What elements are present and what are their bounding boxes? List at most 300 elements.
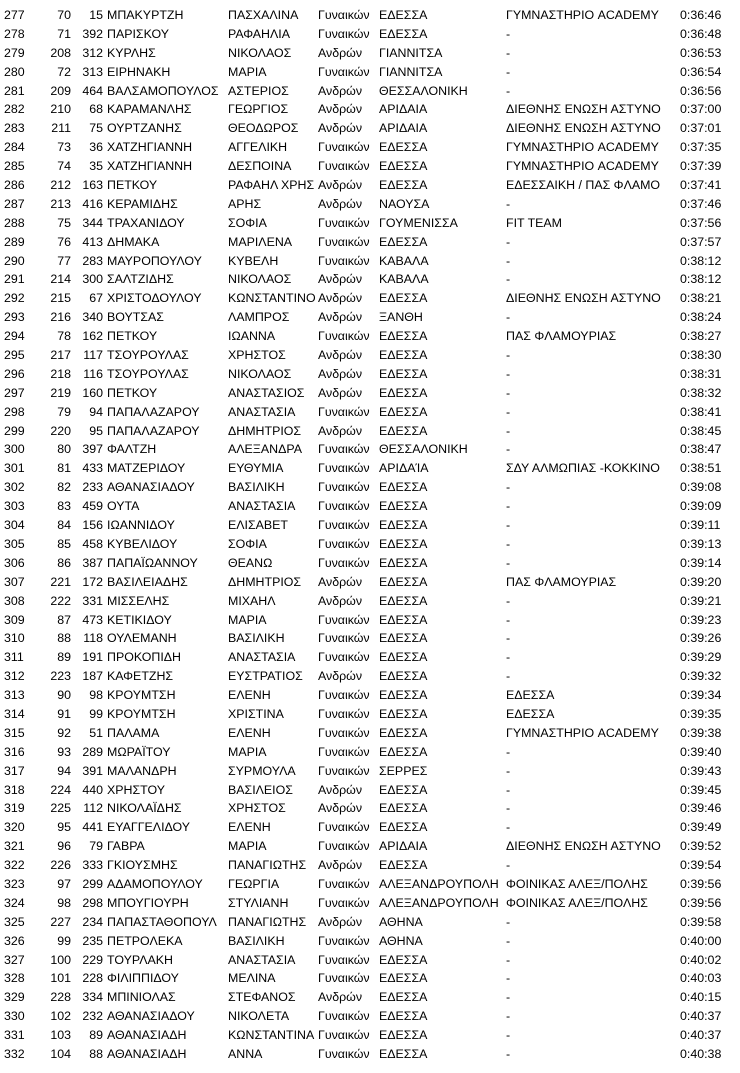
- surname-cell: ΣΑΛΤΖΙΔΗΣ: [107, 272, 174, 287]
- category-position-cell: 92: [57, 725, 71, 740]
- bib-number-cell: 433: [82, 461, 103, 476]
- surname-cell: ΚΑΡΑΜΑΝΛΗΣ: [107, 102, 192, 117]
- city-cell: ΑΡΙΔΑΙΑ: [379, 102, 428, 117]
- table-row: [0, 913, 740, 932]
- city-cell: ΕΔΕΣΣΑ: [379, 650, 428, 665]
- table-row: [0, 516, 740, 535]
- overall-position-cell: 277: [4, 8, 25, 22]
- club-cell: -: [506, 83, 511, 98]
- surname-cell: ΠΑΡΙΣΚΟΥ: [107, 26, 169, 41]
- category-position-cell: 101: [50, 971, 71, 986]
- city-cell: ΑΛΕΞΑΝΔΡΟΥΠΟΛΗ: [379, 895, 499, 910]
- table-row: [0, 894, 740, 913]
- bib-number-cell: 88: [89, 1046, 103, 1061]
- first-name-cell: ΑΝΑΣΤΑΣΙΑ: [228, 499, 296, 514]
- gender-category-cell: Γυναικών: [318, 952, 370, 967]
- category-position-cell: 73: [57, 140, 71, 155]
- bib-number-cell: 163: [82, 178, 103, 193]
- city-cell: ΕΔΕΣΣΑ: [379, 234, 428, 249]
- bib-number-cell: 94: [89, 404, 103, 419]
- table-row: [0, 157, 740, 176]
- overall-position-cell: 307: [4, 574, 25, 589]
- first-name-cell: ΧΡΗΣΤΟΣ: [228, 801, 286, 816]
- overall-position-cell: 314: [4, 706, 25, 721]
- bib-number-cell: 459: [82, 499, 103, 514]
- finish-time-cell: 0:40:02: [680, 952, 722, 967]
- table-row: [0, 667, 740, 686]
- first-name-cell: ΡΑΦΑΗΛ ΧΡΗΣ: [228, 178, 315, 193]
- bib-number-cell: 95: [89, 423, 103, 438]
- first-name-cell: ΜΑΡΙΑ: [228, 839, 267, 854]
- finish-time-cell: 0:37:35: [680, 140, 722, 155]
- city-cell: ΘΕΣΣΑΛΟΝΙΚΗ: [379, 442, 468, 457]
- surname-cell: ΚΕΤΙΚΙΔΟΥ: [107, 612, 172, 627]
- gender-category-cell: Ανδρών: [318, 102, 363, 117]
- finish-time-cell: 0:39:26: [680, 631, 722, 646]
- first-name-cell: ΛΑΜΠΡΟΣ: [228, 310, 290, 325]
- overall-position-cell: 285: [4, 159, 25, 174]
- finish-time-cell: 0:37:41: [680, 178, 722, 193]
- overall-position-cell: 309: [4, 612, 25, 627]
- gender-category-cell: Γυναικών: [318, 480, 370, 495]
- first-name-cell: ΜΕΛΙΝΑ: [228, 971, 276, 986]
- overall-position-cell: 281: [4, 83, 25, 98]
- finish-time-cell: 0:38:12: [680, 253, 722, 268]
- club-cell: ΠΑΣ ΦΛΑΜΟΥΡΙΑΣ: [506, 574, 617, 589]
- gender-category-cell: Ανδρών: [318, 348, 363, 363]
- club-cell: -: [506, 593, 511, 608]
- bib-number-cell: 15: [89, 8, 103, 22]
- bib-number-cell: 413: [82, 234, 103, 249]
- gender-category-cell: Ανδρών: [318, 272, 363, 287]
- bib-number-cell: 98: [89, 688, 103, 703]
- club-cell: ΔΙΕΘΝΗΣ ΕΝΩΣΗ ΑΣΤΥΝΟ: [506, 291, 661, 306]
- first-name-cell: ΘΕΟΔΩΡΟΣ: [228, 121, 299, 136]
- bib-number-cell: 312: [82, 45, 103, 60]
- city-cell: ΕΔΕΣΣΑ: [379, 26, 428, 41]
- gender-category-cell: Γυναικών: [318, 159, 370, 174]
- category-position-cell: 228: [50, 990, 71, 1005]
- gender-category-cell: Γυναικών: [318, 555, 370, 570]
- first-name-cell: ΜΑΡΙΑ: [228, 744, 267, 759]
- gender-category-cell: Γυναικών: [318, 234, 370, 249]
- bib-number-cell: 162: [82, 329, 103, 344]
- city-cell: ΕΔΕΣΣΑ: [379, 1028, 428, 1043]
- club-cell: -: [506, 404, 511, 419]
- first-name-cell: ΧΡΗΣΤΟΣ: [228, 348, 286, 363]
- first-name-cell: ΝΙΚΟΛΕΤΑ: [228, 1009, 290, 1024]
- finish-time-cell: 0:39:56: [680, 876, 722, 891]
- finish-time-cell: 0:38:12: [680, 272, 722, 287]
- category-position-cell: 223: [50, 669, 71, 684]
- bib-number-cell: 117: [83, 348, 103, 363]
- results-table: [0, 6, 740, 1064]
- overall-position-cell: 324: [4, 895, 25, 910]
- surname-cell: ΟΥΛΕΜΑΝΗ: [107, 631, 177, 646]
- finish-time-cell: 0:38:21: [680, 291, 722, 306]
- bib-number-cell: 89: [89, 1028, 103, 1043]
- finish-time-cell: 0:39:11: [680, 518, 721, 533]
- first-name-cell: ΝΙΚΟΛΑΟΣ: [228, 45, 292, 60]
- overall-position-cell: 310: [4, 631, 25, 646]
- club-cell: -: [506, 26, 511, 41]
- table-row: [0, 270, 740, 289]
- table-row: [0, 875, 740, 894]
- category-position-cell: 103: [50, 1028, 71, 1043]
- table-row: [0, 1026, 740, 1045]
- club-cell: -: [506, 499, 511, 514]
- category-position-cell: 209: [50, 83, 71, 98]
- category-position-cell: 98: [57, 895, 71, 910]
- first-name-cell: ΑΣΤΕΡΙΟΣ: [228, 83, 289, 98]
- bib-number-cell: 344: [82, 215, 103, 230]
- overall-position-cell: 293: [4, 310, 25, 325]
- table-row: [0, 478, 740, 497]
- table-row: [0, 856, 740, 875]
- city-cell: ΕΔΕΣΣΑ: [379, 801, 428, 816]
- surname-cell: ΠΕΤΚΟΥ: [107, 178, 158, 193]
- surname-cell: ΠΑΠΑΛΑΖΑΡΟΥ: [107, 404, 200, 419]
- gender-category-cell: Γυναικών: [318, 1046, 370, 1061]
- category-position-cell: 100: [50, 952, 71, 967]
- city-cell: ΓΙΑΝΝΙΤΣΑ: [379, 64, 443, 79]
- table-row: [0, 25, 740, 44]
- city-cell: ΕΔΕΣΣΑ: [379, 140, 428, 155]
- bib-number-cell: 75: [89, 121, 103, 136]
- category-position-cell: 96: [57, 839, 71, 854]
- gender-category-cell: Γυναικών: [318, 404, 370, 419]
- overall-position-cell: 301: [4, 461, 25, 476]
- surname-cell: ΟΥΡΤΖΑΝΗΣ: [107, 121, 182, 136]
- city-cell: ΕΔΕΣΣΑ: [379, 820, 428, 835]
- first-name-cell: ΜΑΡΙΑ: [228, 612, 267, 627]
- bib-number-cell: 334: [82, 990, 103, 1005]
- surname-cell: ΧΑΤΖΗΓΙΑΝΝΗ: [107, 159, 193, 174]
- gender-category-cell: Γυναικών: [318, 536, 370, 551]
- table-row: [0, 497, 740, 516]
- bib-number-cell: 289: [82, 744, 103, 759]
- category-position-cell: 210: [50, 102, 71, 117]
- gender-category-cell: Ανδρών: [318, 291, 363, 306]
- surname-cell: ΒΑΛΣΑΜΟΠΟΥΛΟΣ: [107, 83, 219, 98]
- gender-category-cell: Ανδρών: [318, 914, 363, 929]
- table-row: [0, 969, 740, 988]
- finish-time-cell: 0:39:45: [680, 782, 722, 797]
- overall-position-cell: 297: [4, 385, 25, 400]
- surname-cell: ΚΥΒΕΛΙΔΟΥ: [107, 536, 178, 551]
- bib-number-cell: 313: [82, 64, 103, 79]
- city-cell: ΕΔΕΣΣΑ: [379, 782, 428, 797]
- first-name-cell: ΜΙΧΑΗΛ: [228, 593, 276, 608]
- gender-category-cell: Ανδρών: [318, 669, 363, 684]
- first-name-cell: ΑΝΑΣΤΑΣΙΑ: [228, 404, 296, 419]
- bib-number-cell: 473: [82, 612, 103, 627]
- club-cell: -: [506, 366, 511, 381]
- category-position-cell: 215: [50, 291, 71, 306]
- first-name-cell: ΑΡΗΣ: [228, 196, 262, 211]
- category-position-cell: 91: [57, 706, 71, 721]
- category-position-cell: 94: [57, 763, 71, 778]
- finish-time-cell: 0:39:52: [680, 839, 722, 854]
- finish-time-cell: 0:38:41: [680, 404, 722, 419]
- city-cell: ΕΔΕΣΣΑ: [379, 706, 428, 721]
- overall-position-cell: 321: [4, 839, 25, 854]
- club-cell: ΦΟΙΝΙΚΑΣ ΑΛΕΞ/ΠΟΛΗΣ: [506, 895, 648, 910]
- gender-category-cell: Ανδρών: [318, 385, 363, 400]
- surname-cell: ΧΡΗΣΤΟΥ: [107, 782, 165, 797]
- gender-category-cell: Ανδρών: [318, 423, 363, 438]
- city-cell: ΕΔΕΣΣΑ: [379, 8, 428, 22]
- finish-time-cell: 0:39:08: [680, 480, 722, 495]
- bib-number-cell: 387: [82, 555, 103, 570]
- club-cell: -: [506, 536, 511, 551]
- category-position-cell: 95: [57, 820, 71, 835]
- finish-time-cell: 0:39:20: [680, 574, 722, 589]
- finish-time-cell: 0:37:57: [680, 234, 722, 249]
- surname-cell: ΝΙΚΟΛΑΪΔΗΣ: [107, 801, 182, 816]
- surname-cell: ΑΘΑΝΑΣΙΑΔΟΥ: [107, 480, 195, 495]
- finish-time-cell: 0:37:39: [680, 159, 722, 174]
- gender-category-cell: Γυναικών: [318, 650, 370, 665]
- category-position-cell: 208: [50, 45, 71, 60]
- first-name-cell: ΚΩΝΣΤΑΝΤΙΝΟ: [228, 291, 316, 306]
- finish-time-cell: 0:39:40: [680, 744, 722, 759]
- club-cell: -: [506, 1046, 511, 1061]
- overall-position-cell: 316: [4, 744, 25, 759]
- table-row: [0, 308, 740, 327]
- category-position-cell: 84: [57, 518, 71, 533]
- table-row: [0, 554, 740, 573]
- gender-category-cell: Γυναικών: [318, 706, 370, 721]
- overall-position-cell: 291: [4, 272, 25, 287]
- finish-time-cell: 0:36:56: [680, 83, 722, 98]
- club-cell: FIT TEAM: [506, 215, 562, 230]
- category-position-cell: 85: [57, 536, 71, 551]
- finish-time-cell: 0:38:24: [680, 310, 722, 325]
- finish-time-cell: 0:38:31: [680, 366, 722, 381]
- category-position-cell: 87: [57, 612, 71, 627]
- table-row: [0, 195, 740, 214]
- category-position-cell: 227: [50, 914, 71, 929]
- category-position-cell: 76: [57, 234, 71, 249]
- surname-cell: ΜΠΑΚΥΡΤΖΗ: [107, 8, 184, 22]
- overall-position-cell: 331: [4, 1028, 25, 1043]
- overall-position-cell: 317: [4, 763, 25, 778]
- overall-position-cell: 292: [4, 291, 25, 306]
- table-row: [0, 100, 740, 119]
- category-position-cell: 217: [50, 348, 71, 363]
- bib-number-cell: 36: [89, 140, 103, 155]
- surname-cell: ΤΟΥΡΛΑΚΗ: [107, 952, 173, 967]
- club-cell: -: [506, 858, 511, 873]
- surname-cell: ΑΘΑΝΑΣΙΑΔΟΥ: [107, 1009, 195, 1024]
- table-row: [0, 289, 740, 308]
- finish-time-cell: 0:38:51: [680, 461, 722, 476]
- table-row: [0, 705, 740, 724]
- finish-time-cell: 0:39:46: [680, 801, 722, 816]
- city-cell: ΕΔΕΣΣΑ: [379, 725, 428, 740]
- bib-number-cell: 191: [82, 650, 103, 665]
- first-name-cell: ΣΤΕΦΑΝΟΣ: [228, 990, 296, 1005]
- city-cell: ΕΔΕΣΣΑ: [379, 858, 428, 873]
- surname-cell: ΕΙΡΗΝΑΚΗ: [107, 64, 171, 79]
- finish-time-cell: 0:39:32: [680, 669, 722, 684]
- first-name-cell: ΕΛΕΝΗ: [228, 820, 271, 835]
- club-cell: -: [506, 64, 511, 79]
- table-row: [0, 592, 740, 611]
- city-cell: ΕΔΕΣΣΑ: [379, 423, 428, 438]
- first-name-cell: ΘΕΑΝΩ: [228, 555, 273, 570]
- overall-position-cell: 284: [4, 140, 25, 155]
- overall-position-cell: 312: [4, 669, 25, 684]
- surname-cell: ΑΔΑΜΟΠΟΥΛΟΥ: [107, 876, 203, 891]
- city-cell: ΑΡΙΔΑΊΑ: [379, 461, 429, 476]
- gender-category-cell: Γυναικών: [318, 518, 370, 533]
- category-position-cell: 82: [57, 480, 71, 495]
- overall-position-cell: 320: [4, 820, 25, 835]
- club-cell: -: [506, 1009, 511, 1024]
- city-cell: ΕΔΕΣΣΑ: [379, 612, 428, 627]
- surname-cell: ΔΗΜΑΚΑ: [107, 234, 160, 249]
- city-cell: ΕΔΕΣΣΑ: [379, 518, 428, 533]
- gender-category-cell: Ανδρών: [318, 574, 363, 589]
- surname-cell: ΠΕΤΚΟΥ: [107, 385, 158, 400]
- overall-position-cell: 328: [4, 971, 25, 986]
- surname-cell: ΠΑΠΑΣΤΑΘΟΠΟΥΛ: [107, 914, 217, 929]
- table-row: [0, 365, 740, 384]
- category-position-cell: 219: [50, 385, 71, 400]
- city-cell: ΕΔΕΣΣΑ: [379, 1046, 428, 1061]
- category-position-cell: 70: [57, 8, 71, 22]
- city-cell: ΕΔΕΣΣΑ: [379, 593, 428, 608]
- first-name-cell: ΝΙΚΟΛΑΟΣ: [228, 272, 292, 287]
- category-position-cell: 75: [57, 215, 71, 230]
- gender-category-cell: Γυναικών: [318, 725, 370, 740]
- overall-position-cell: 313: [4, 688, 25, 703]
- gender-category-cell: Ανδρών: [318, 366, 363, 381]
- finish-time-cell: 0:39:29: [680, 650, 722, 665]
- bib-number-cell: 441: [82, 820, 103, 835]
- first-name-cell: ΚΥΒΕΛΗ: [228, 253, 279, 268]
- first-name-cell: ΡΑΦΑΗΛΙΑ: [228, 26, 290, 41]
- city-cell: ΕΔΕΣΣΑ: [379, 1009, 428, 1024]
- club-cell: -: [506, 348, 511, 363]
- overall-position-cell: 315: [4, 725, 25, 740]
- category-position-cell: 224: [50, 782, 71, 797]
- surname-cell: ΠΑΠΑΛΑΖΑΡΟΥ: [107, 423, 200, 438]
- first-name-cell: ΔΗΜΗΤΡΙΟΣ: [228, 574, 302, 589]
- table-row: [0, 44, 740, 63]
- category-position-cell: 88: [57, 631, 71, 646]
- surname-cell: ΑΘΑΝΑΣΙΑΔΗ: [107, 1046, 187, 1061]
- finish-time-cell: 0:39:49: [680, 820, 722, 835]
- bib-number-cell: 67: [89, 291, 103, 306]
- table-row: [0, 82, 740, 101]
- club-cell: -: [506, 631, 511, 646]
- category-position-cell: 90: [57, 688, 71, 703]
- first-name-cell: ΑΛΕΞΑΝΔΡΑ: [228, 442, 302, 457]
- table-row: [0, 932, 740, 951]
- club-cell: ΕΔΕΣΣΑ: [506, 688, 555, 703]
- city-cell: ΑΡΙΔΑΙΑ: [379, 121, 428, 136]
- club-cell: ΓΥΜΝΑΣΤΗΡΙΟ ACADEMY: [506, 8, 659, 22]
- surname-cell: ΓΚΙΟΥΣΜΗΣ: [107, 858, 178, 873]
- first-name-cell: ΑΓΓΕΛΙΚΗ: [228, 140, 288, 155]
- table-row: [0, 327, 740, 346]
- bib-number-cell: 112: [83, 801, 103, 816]
- club-cell: -: [506, 933, 511, 948]
- table-row: [0, 762, 740, 781]
- surname-cell: ΒΟΥΤΣΑΣ: [107, 310, 164, 325]
- overall-position-cell: 318: [4, 782, 25, 797]
- finish-time-cell: 0:38:47: [680, 442, 722, 457]
- category-position-cell: 77: [57, 253, 71, 268]
- table-row: [0, 611, 740, 630]
- first-name-cell: ΕΥΘΥΜΙΑ: [228, 461, 284, 476]
- first-name-cell: ΑΝΝΑ: [228, 1046, 263, 1061]
- club-cell: -: [506, 385, 511, 400]
- club-cell: ΔΙΕΘΝΗΣ ΕΝΩΣΗ ΑΣΤΥΝΟ: [506, 102, 661, 117]
- city-cell: ΕΔΕΣΣΑ: [379, 404, 428, 419]
- club-cell: -: [506, 914, 511, 929]
- gender-category-cell: Ανδρών: [318, 593, 363, 608]
- category-position-cell: 222: [50, 593, 71, 608]
- bib-number-cell: 391: [82, 763, 103, 778]
- finish-time-cell: 0:38:45: [680, 423, 722, 438]
- surname-cell: ΠΡΟΚΟΠΙΔΗ: [107, 650, 181, 665]
- finish-time-cell: 0:40:38: [680, 1046, 722, 1061]
- gender-category-cell: Ανδρών: [318, 83, 363, 98]
- overall-position-cell: 326: [4, 933, 25, 948]
- table-row: [0, 818, 740, 837]
- table-row: [0, 535, 740, 554]
- city-cell: ΕΔΕΣΣΑ: [379, 178, 428, 193]
- gender-category-cell: Γυναικών: [318, 442, 370, 457]
- surname-cell: ΠΕΤΚΟΥ: [107, 329, 158, 344]
- club-cell: -: [506, 952, 511, 967]
- city-cell: ΑΘΗΝΑ: [379, 914, 423, 929]
- bib-number-cell: 187: [82, 669, 103, 684]
- surname-cell: ΓΑΒΡΑ: [107, 839, 145, 854]
- first-name-cell: ΣΟΦΙΑ: [228, 215, 267, 230]
- gender-category-cell: Γυναικών: [318, 839, 370, 854]
- table-row: [0, 119, 740, 138]
- bib-number-cell: 464: [82, 83, 103, 98]
- club-cell: ΔΙΕΘΝΗΣ ΕΝΩΣΗ ΑΣΤΥΝΟ: [506, 839, 661, 854]
- club-cell: ΕΔΕΣΣΑΙΚΗ / ΠΑΣ ΦΛΑΜΟ: [506, 178, 661, 193]
- surname-cell: ΚΕΡΑΜΙΔΗΣ: [107, 196, 178, 211]
- overall-position-cell: 289: [4, 234, 25, 249]
- category-position-cell: 214: [50, 272, 71, 287]
- club-cell: -: [506, 423, 511, 438]
- bib-number-cell: 172: [82, 574, 103, 589]
- surname-cell: ΤΡΑΧΑΝΙΔΟΥ: [107, 215, 185, 230]
- club-cell: -: [506, 196, 511, 211]
- category-position-cell: 226: [50, 858, 71, 873]
- table-row: [0, 176, 740, 195]
- surname-cell: ΚΡΟΥΜΤΣΗ: [107, 688, 176, 703]
- first-name-cell: ΓΕΩΡΓΙΟΣ: [228, 102, 289, 117]
- first-name-cell: ΒΑΣΙΛΙΚΗ: [228, 933, 285, 948]
- first-name-cell: ΕΛΕΝΗ: [228, 688, 271, 703]
- finish-time-cell: 0:39:56: [680, 895, 722, 910]
- city-cell: ΕΔΕΣΣΑ: [379, 329, 428, 344]
- table-row: [0, 214, 740, 233]
- city-cell: ΣΕΡΡΕΣ: [379, 763, 428, 778]
- category-position-cell: 74: [57, 159, 71, 174]
- bib-number-cell: 228: [82, 971, 103, 986]
- city-cell: ΑΛΕΞΑΝΔΡΟΥΠΟΛΗ: [379, 876, 499, 891]
